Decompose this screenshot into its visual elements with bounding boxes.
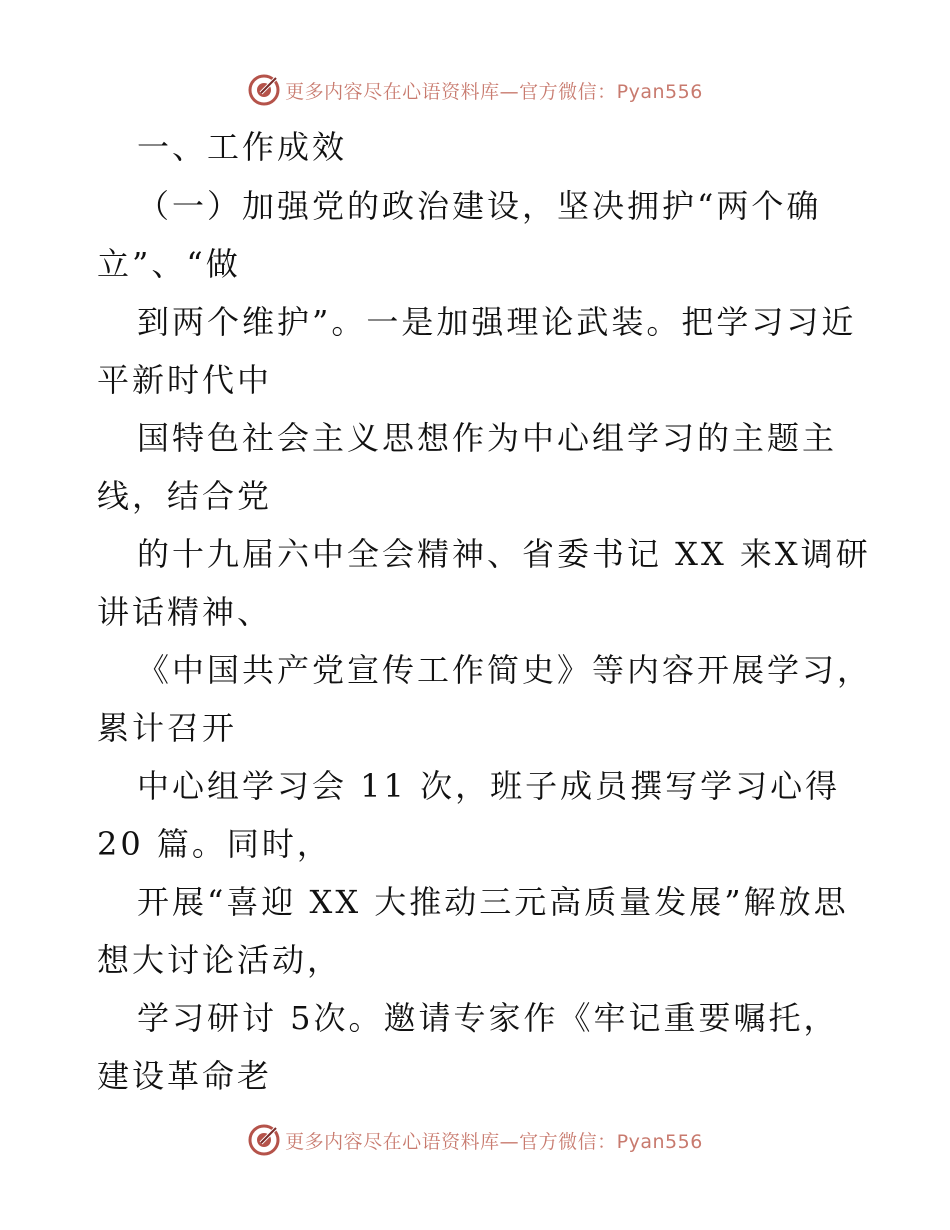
body-line: 学习研讨 5次。邀请专家作《牢记重要嘱托，	[137, 999, 839, 1037]
body-line: 的十九届六中全会精神、省委书记 XX 来X调研	[137, 535, 871, 573]
body-line: 平新时代中	[97, 361, 273, 399]
body-line: 开展“喜迎 XX 大推动三元高质量发展”解放思	[137, 883, 849, 921]
body-line: 线，结合党	[97, 477, 273, 515]
body-line: 讲话精神、	[97, 593, 273, 631]
body-line: 想大讨论活动，	[97, 941, 343, 979]
body-line: 20 篇。同时，	[97, 825, 332, 863]
body-line: 到两个维护”。一是加强理论武装。把学习习近	[137, 303, 857, 341]
body-line: 《中国共产党宣传工作简史》等内容开展学习，	[137, 651, 873, 689]
footer-banner	[0, 1120, 950, 1160]
footer-banner-text: 更多内容尽在心语资料库—官方微信：Pyan556	[285, 1130, 703, 1153]
brand-logo-icon	[247, 1123, 281, 1157]
header-banner-text: 更多内容尽在心语资料库—官方微信：Pyan556	[285, 80, 703, 103]
body-line: 累计召开	[97, 709, 238, 747]
body-line: 国特色社会主义思想作为中心组学习的主题主	[137, 419, 838, 457]
body-line: 中心组学习会 11 次，班子成员撰写学习心得	[137, 767, 841, 805]
section-heading: 一、工作成效	[137, 128, 348, 166]
body-line: 立”、“做	[97, 245, 241, 283]
body-line: 建设革命老	[97, 1057, 273, 1095]
body-line: （一）加强党的政治建设，坚决拥护“两个确	[137, 187, 822, 225]
